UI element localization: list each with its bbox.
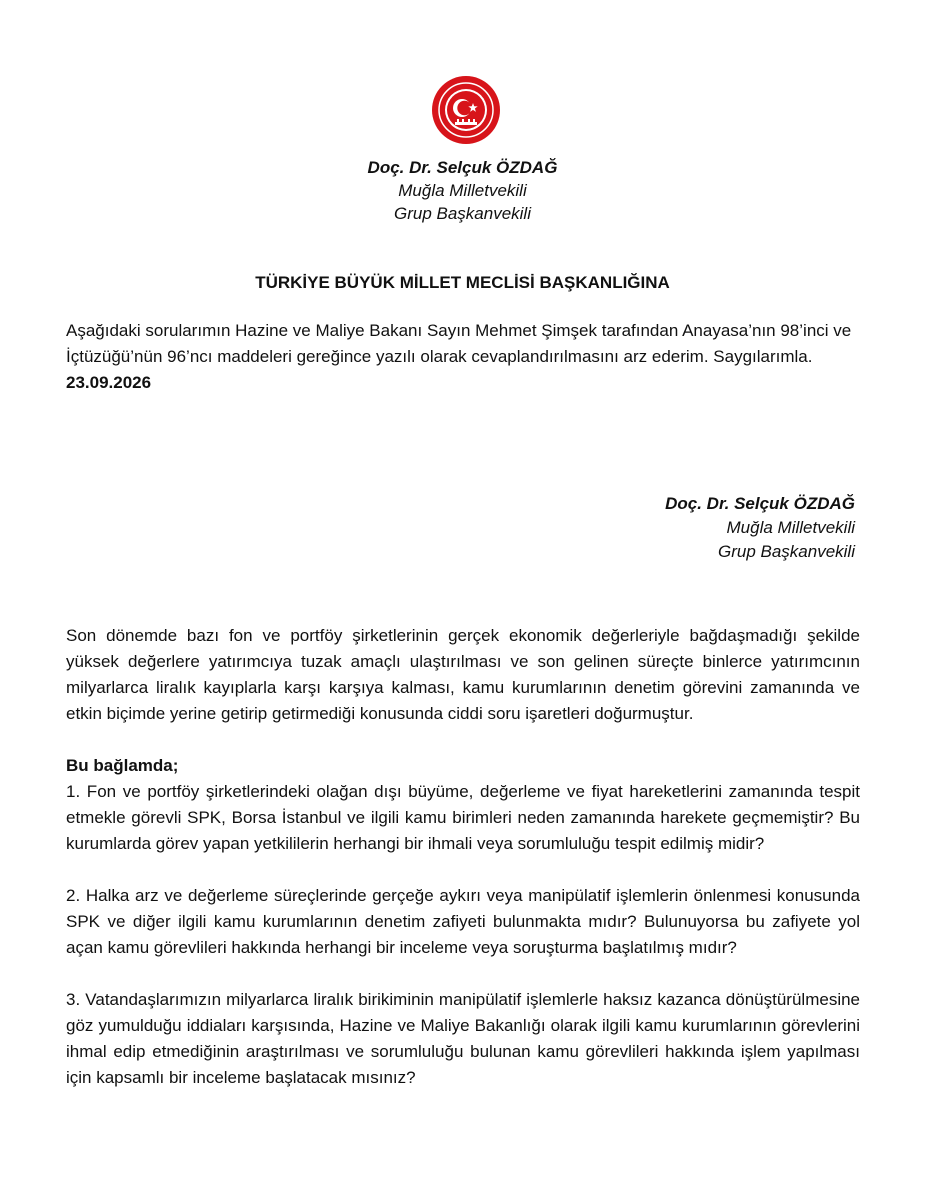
intro-text: Aşağıdaki sorularımın Hazine ve Maliye Bakanı Sayın Mehmet Şimşek tarafından Anayasa’nın 98’inci ve İçtüzüğü’nün 96’ncı maddeleri gereğince yazılı olarak cevaplandırılmasını arz ederim. Saygılarımla.	[66, 321, 852, 366]
signature-name: Doç. Dr. Selçuk ÖZDAĞ	[665, 494, 855, 513]
question-3: 3. Vatandaşlarımızın milyarlarca liralık birikiminin manipülatif işlemlerle haksız kazanca dönüştürülmesine göz yumulduğu iddiaları karşısında, Hazine ve Maliye Bakanlığı olarak ilgili kamu kurumlarının görevlerini ihmal edip etmediğinin araştırılması ve sorumluluğu bulunan kamu görevlileri hakkında işlem yapılması için kapsamlı bir inceleme başlatacak mısınız?	[66, 990, 860, 1087]
document-title: TÜRKİYE BÜYÜK MİLLET MECLİSİ BAŞKANLIĞINA	[255, 273, 670, 292]
body-lead: Bu bağlamda;	[66, 756, 179, 775]
question-2: 2. Halka arz ve değerleme süreçlerinde gerçeğe aykırı veya manipülatif işlemlerin önlenmesi konusunda SPK ve diğer ilgili kamu kurumlarının denetim zafiyeti bulunmakta mıdır? Bulunuyorsa bu zafiyete yol açan kamu görevlileri hakkında herhangi bir inceleme veya soruşturma başlatılmış mıdır?	[66, 886, 860, 957]
intro-date: 23.09.2026	[66, 373, 152, 392]
question-1: 1. Fon ve portföy şirketlerindeki olağan dışı büyüme, değerleme ve fiyat hareketlerini zamanında tespit etmekle görevli SPK, Borsa İstanbul ve ilgili kamu birimleri neden zamanında harekete geçmemiştir? Bu kurumlarda görev yapan yetkililerin herhangi bir ihmali veya sorumluluğu tespit edilmiş midir?	[66, 782, 860, 853]
document-body	[66, 623, 860, 1091]
signature-position: Muğla Milletvekili	[726, 518, 855, 537]
header-name: Doç. Dr. Selçuk ÖZDAĞ	[367, 158, 558, 177]
header-block	[0, 156, 925, 225]
signature-block	[455, 492, 855, 564]
signature-role: Grup Başkanvekili	[717, 542, 855, 561]
tbmm-seal-icon	[431, 75, 501, 145]
body-paragraph: Son dönemde bazı fon ve portföy şirketlerinin gerçek ekonomik değerleriyle bağdaşmadığı şekilde yüksek değerlere yatırımcıya tuzak amaçlı ulaştırılması ve son gelinen süreçte binlerce yatırımcının milyarlarca liralık kayıplarla karşı karşıya kalması, kamu kurumlarının denetim görevini zamanında ve etkin biçimde yerine getirip getirmediği konusunda ciddi soru işaretleri doğurmuştur.	[66, 626, 860, 723]
header-role: Grup Başkanvekili	[393, 204, 531, 223]
header-position: Muğla Milletvekili	[398, 181, 527, 200]
intro-paragraph	[66, 318, 864, 396]
